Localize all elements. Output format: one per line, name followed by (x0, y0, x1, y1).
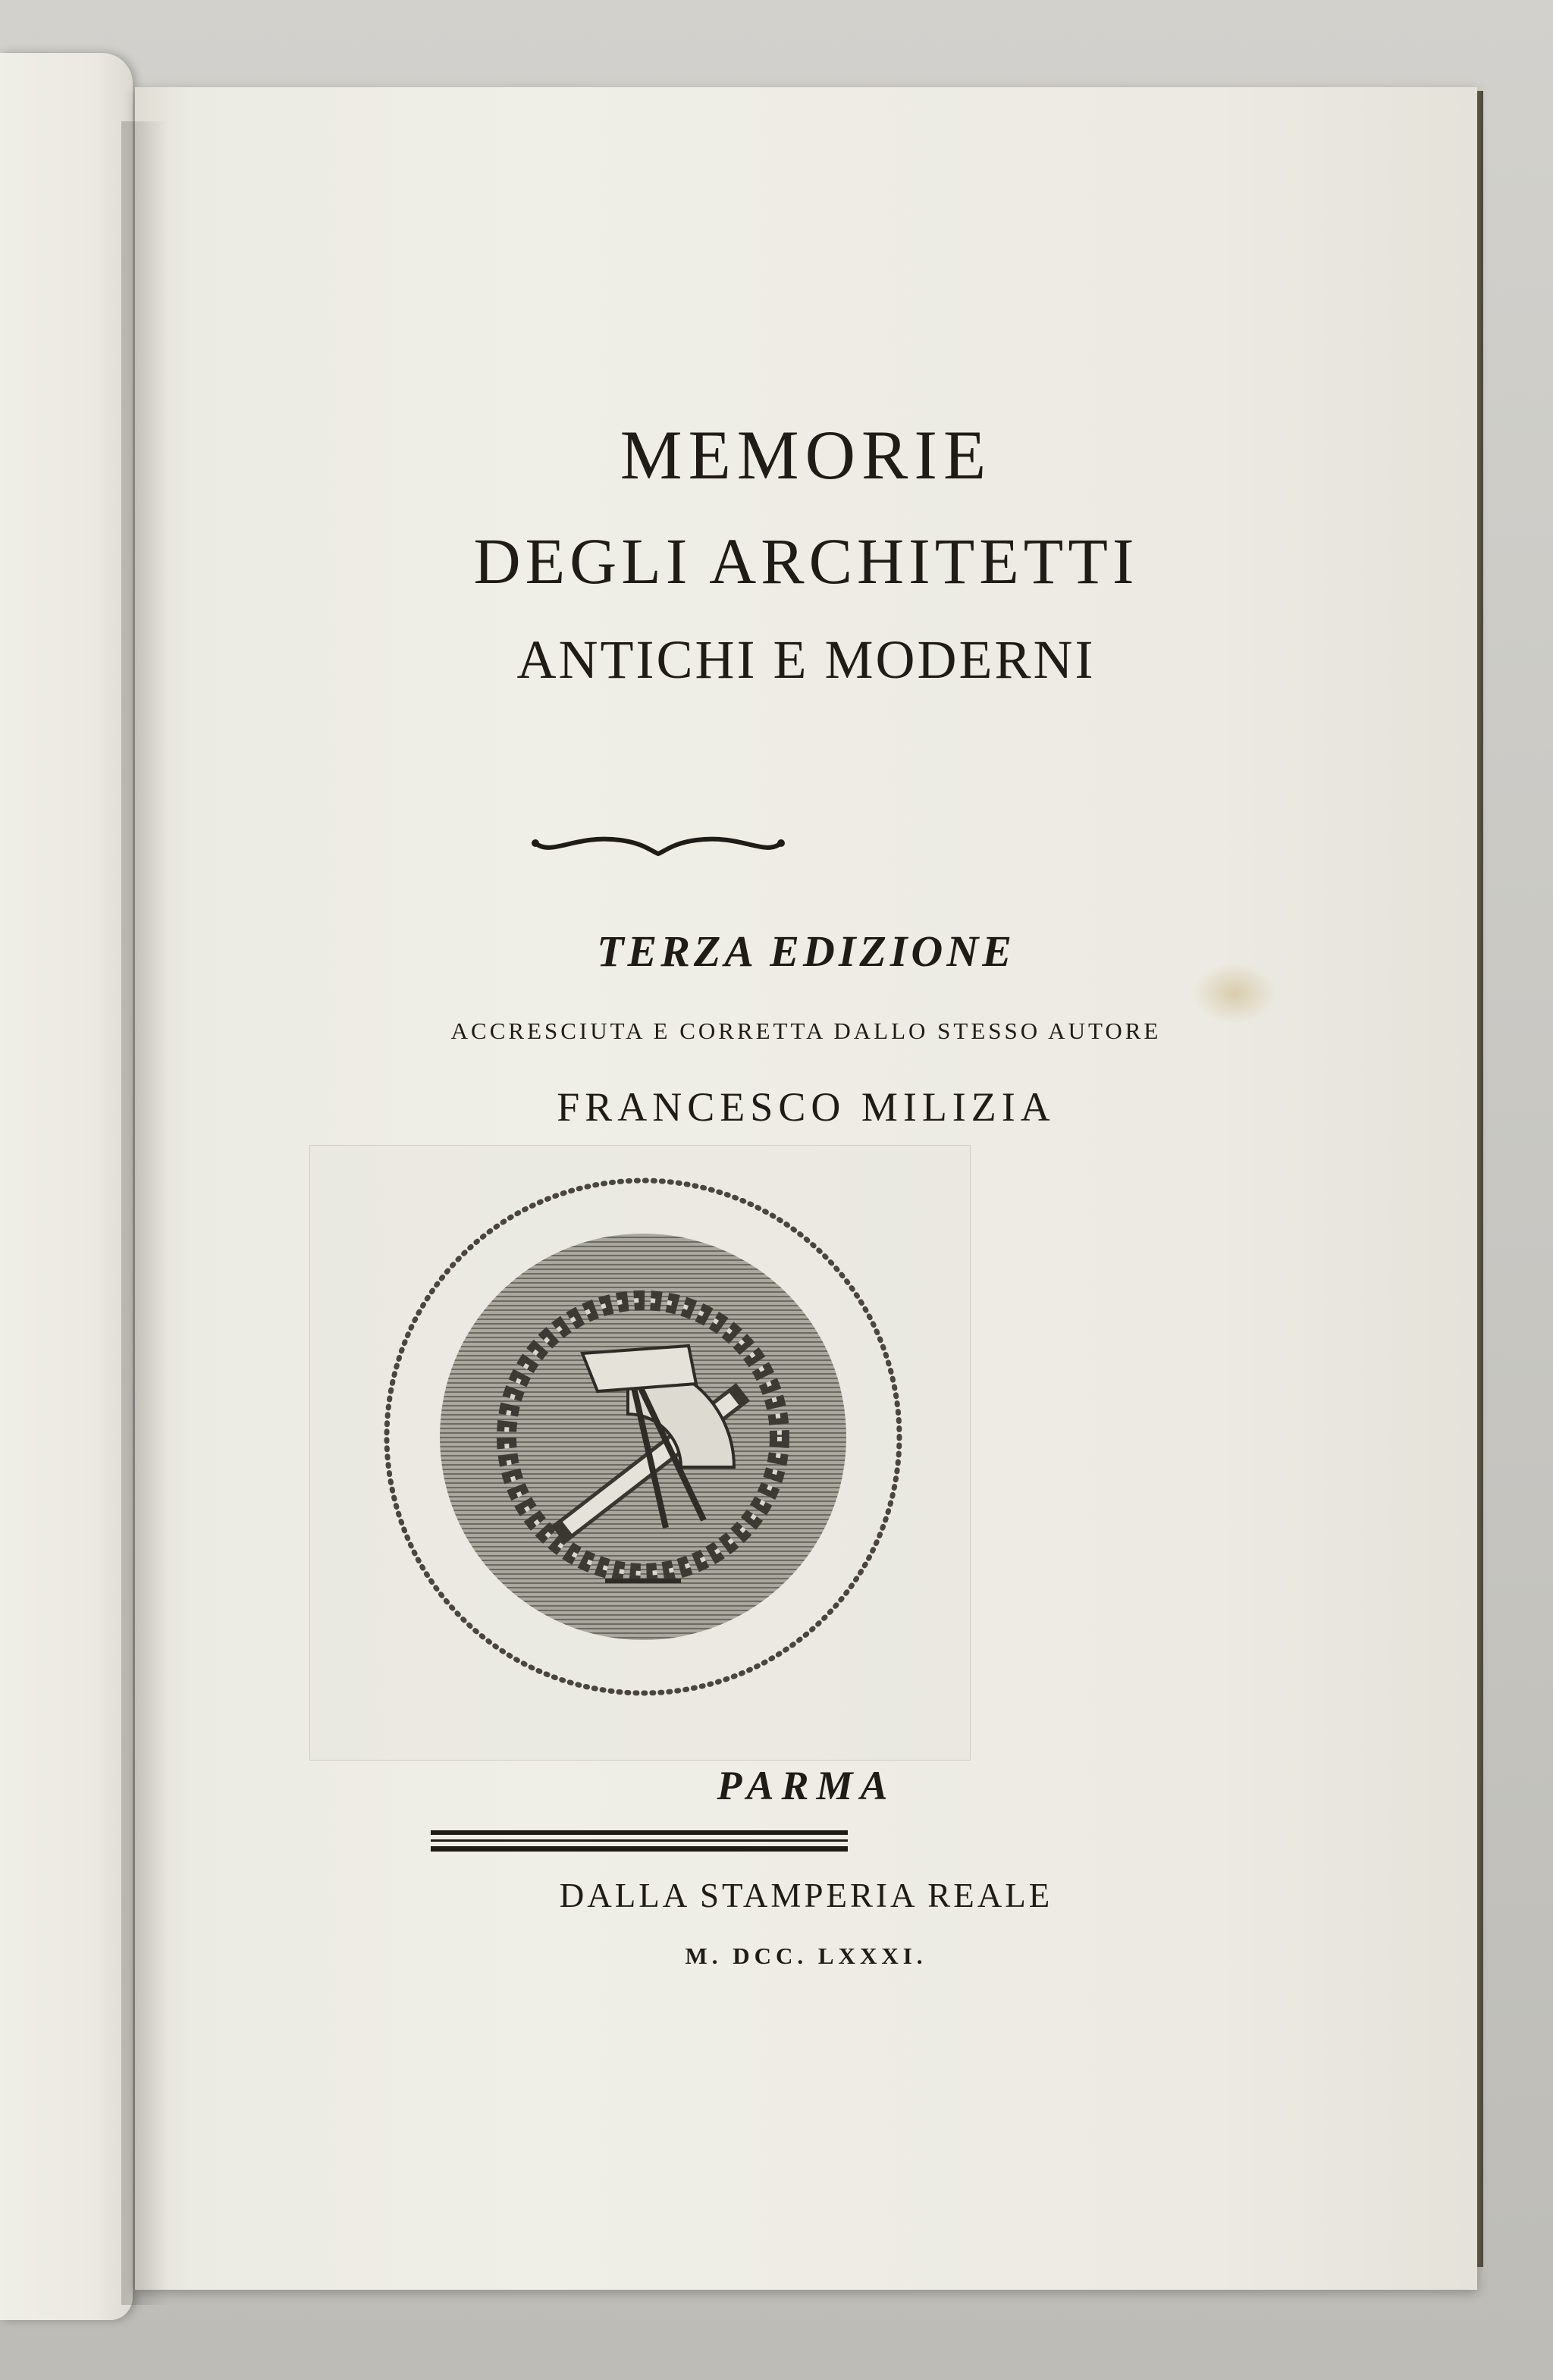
book-title: MEMORIE (620, 416, 993, 494)
ornamental-swash (529, 826, 787, 864)
compass-square-laurel-icon (378, 1171, 908, 1702)
gutter-shadow (121, 121, 167, 2305)
imprint-printer: DALLA STAMPERIA REALE (559, 1877, 1053, 1914)
book-subtitle: DEGLI ARCHITETTI (473, 525, 1139, 597)
imprint-year: M. DCC. LXXXI. (685, 1943, 927, 1969)
double-rule-divider (431, 1827, 848, 1858)
author-name: FRANCESCO MILIZIA (557, 1084, 1056, 1130)
imprint-place: PARMA (717, 1763, 896, 1808)
edition-note: ACCRESCIUTA E CORRETTA DALLO STESSO AUTORE (450, 1018, 1162, 1044)
title-page (135, 87, 1477, 2290)
edition: TERZA EDIZIONE (597, 927, 1015, 976)
left-page-edge (0, 53, 133, 2320)
book-subtitle-2: ANTICHI E MODERNI (516, 629, 1096, 690)
